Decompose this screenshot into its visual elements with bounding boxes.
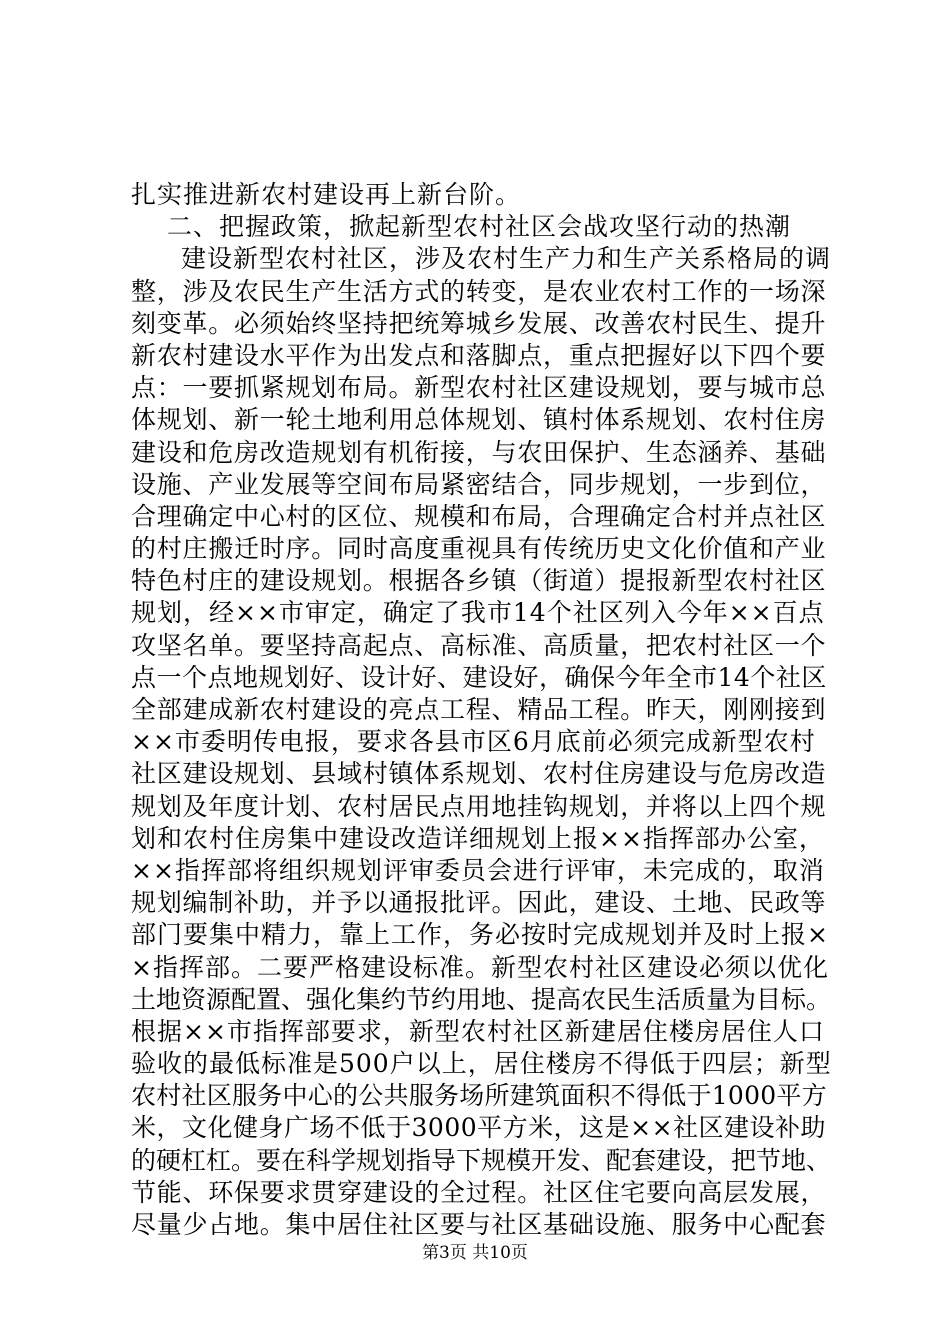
text-line: 验收的最低标准是500户以上，居住楼房不得低于四层；新型 [131,1049,832,1079]
text-line: 点一个点地规划好、设计好、建设好，确保今年全市14个社区 [131,662,827,692]
text-line: 特色村庄的建设规划。根据各乡镇（街道）提报新型农村社区 [131,566,827,596]
text-line: ×指挥部。二要严格建设标准。新型农村社区建设必须以优化 [131,952,829,982]
section-heading: 二、把握政策，掀起新型农村社区会战攻坚行动的热潮 [167,212,792,242]
text-line: 节能、环保要求贯穿建设的全过程。社区住宅要向高层发展， [131,1177,827,1207]
text-line: 刻变革。必须始终坚持把统筹城乡发展、改善农村民生、提升 [131,308,827,338]
text-line: 整，涉及农民生产生活方式的转变，是农业农村工作的一场深 [131,276,827,306]
text-line: 的村庄搬迁时序。同时高度重视具有传统历史文化价值和产业 [131,534,827,564]
text-line: 合理确定中心村的区位、规模和布局，合理确定合村并点社区 [131,501,827,531]
text-line: 部门要集中精力，靠上工作，务必按时完成规划并及时上报× [131,920,829,950]
text-line: 农村社区服务中心的公共服务场所建筑面积不得低于1000平方 [131,1081,827,1111]
text-line: 规划，经××市审定，确定了我市14个社区列入今年××百点 [131,598,825,628]
text-line: ××指挥部将组织规划评审委员会进行评审，未完成的，取消 [131,855,825,885]
text-line: ××市委明传电报，要求各县市区6月底前必须完成新型农村 [131,727,816,757]
text-line: 土地资源配置、强化集约节约用地、提高农民生活质量为目标。 [131,984,832,1014]
page-number-footer: 第3页 共10页 [422,1243,528,1263]
text-line: 全部建成新农村建设的亮点工程、精品工程。昨天，刚刚接到 [131,695,827,724]
text-line: 社区建设规划、县域村镇体系规划、农村住房建设与危房改造 [131,759,827,789]
text-line: 划和农村住房集中建设改造详细规划上报××指挥部办公室， [131,823,825,853]
text-line: 根据××市指挥部要求，新型农村社区新建居住楼房居住人口 [131,1016,825,1046]
text-line: 米，文化健身广场不低于3000平方米，这是××社区建设补助 [131,1113,827,1143]
text-line: 新农村建设水平作为出发点和落脚点，重点把握好以下四个要 [131,340,827,370]
text-line: 的硬杠杠。要在科学规划指导下规模开发、配套建设，把节地、 [131,1145,832,1175]
text-line: 建设和危房改造规划有机衔接，与农田保护、生态涵养、基础 [131,437,827,467]
paragraph-first-line: 建设新型农村社区，涉及农村生产力和生产关系格局的调 [181,244,832,274]
text-line: 尽量少占地。集中居住社区要与社区基础设施、服务中心配套 [131,1210,827,1239]
text-line: 设施、产业发展等空间布局紧密结合，同步规划，一步到位， [131,469,827,499]
body-text [131,179,831,1241]
text-line: 扎实推进新农村建设再上新台阶。 [131,180,522,209]
text-line: 规划及年度计划、农村居民点用地挂钩规划，并将以上四个规 [131,791,827,821]
text-line: 规划编制补助，并予以通报批评。因此，建设、土地、民政等 [131,888,827,918]
text-line: 体规划、新一轮土地利用总体规划、镇村体系规划、农村住房 [131,405,827,435]
text-line: 点：一要抓紧规划布局。新型农村社区建设规划，要与城市总 [131,373,827,403]
text-line: 攻坚名单。要坚持高起点、高标准、高质量，把农村社区一个 [131,630,827,660]
